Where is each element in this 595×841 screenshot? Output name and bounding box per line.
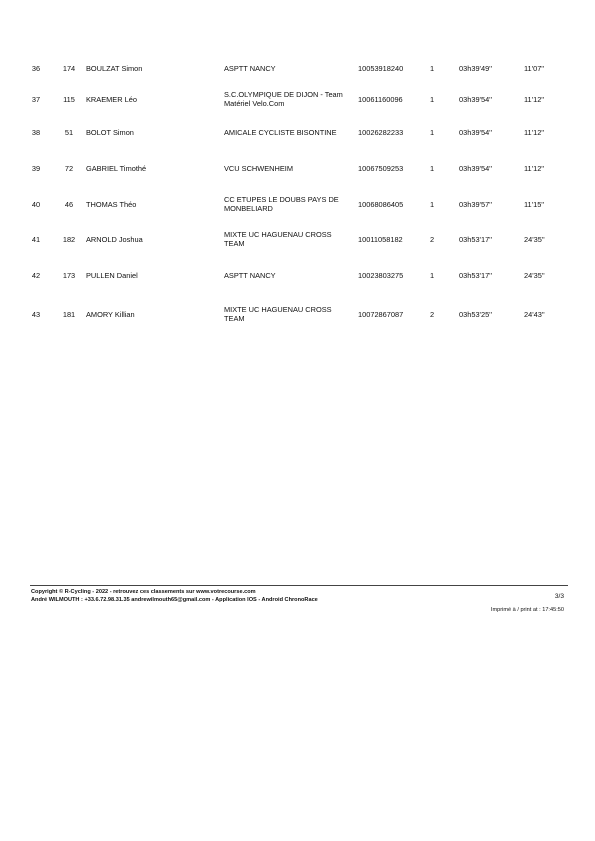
table-row [0,86,595,114]
table-row [0,191,595,219]
bib-cell: 51 [64,127,74,137]
rank-cell: 41 [31,234,41,244]
category-cell: 2 [429,309,435,319]
club-name: VCU SCHWENHEIM [224,163,293,173]
category-cell: 1 [429,127,435,137]
time-cell: 03h39'49'' [459,63,493,73]
license-number: 10072867087 [358,309,404,319]
rider-name: KRAEMER Léo [86,94,137,104]
license-number: 10067509253 [358,163,404,173]
table-row [0,155,595,183]
table-row [0,262,595,290]
time-cell: 03h39'54'' [459,127,493,137]
time-cell: 03h53'25'' [459,309,493,319]
club-name: ASPTT NANCY [224,270,276,280]
category-cell: 1 [429,270,435,280]
gap-cell: 11'07'' [524,63,545,73]
table-row [0,301,595,329]
table-row [0,55,595,83]
license-number: 10011058182 [358,234,403,244]
rank-cell: 40 [31,199,41,209]
footer-copyright: Copyright © R-Cycling - 2022 - retrouvez ces classements sur www.votrecourse.com [31,589,256,595]
time-cell: 03h39'54'' [459,163,493,173]
time-cell: 03h39'57'' [459,199,493,209]
license-number: 10053918240 [358,63,404,73]
bib-cell: 72 [64,163,74,173]
category-cell: 2 [429,234,435,244]
table-row [0,119,595,147]
club-name: MIXTE UC HAGUENAU CROSS TEAM [224,305,332,323]
license-number: 10026282233 [358,127,404,137]
bib-cell: 182 [62,234,76,244]
gap-cell: 24'35'' [524,270,545,280]
category-cell: 1 [429,163,435,173]
gap-cell: 11'15'' [524,199,545,209]
rank-cell: 42 [31,270,41,280]
rider-name: BOLOT Simon [86,127,134,137]
rank-cell: 37 [31,94,41,104]
club-name: MIXTE UC HAGUENAU CROSS TEAM [224,230,332,248]
rider-name: THOMAS Théo [86,199,137,209]
rank-cell: 43 [31,309,41,319]
category-cell: 1 [429,94,435,104]
table-row [0,226,595,254]
gap-cell: 11'12'' [524,94,545,104]
club-name: CC ETUPES LE DOUBS PAYS DE MONBELIARD [224,195,339,213]
club-name: S.C.OLYMPIQUE DE DIJON - Team Matériel Velo.Com [224,90,343,108]
gap-cell: 11'12'' [524,127,545,137]
club-name: AMICALE CYCLISTE BISONTINE [224,127,337,137]
rider-name: ARNOLD Joshua [86,234,143,244]
bib-cell: 115 [63,94,75,104]
rank-cell: 36 [31,63,41,73]
license-number: 10061160096 [358,94,403,104]
footer-contact: André WILMOUTH : +33.6.72.98.31.35 andrewilmouth65@gmail.com - Application IOS - Android ChronoRace [31,597,318,603]
print-time: Imprimé à / print at : 17:45:50 [490,607,564,613]
footer-divider [30,585,568,586]
rank-cell: 39 [31,163,41,173]
bib-cell: 174 [62,63,76,73]
rider-name: GABRIEL Timothé [86,163,147,173]
rider-name: BOULZAT Simon [86,63,143,73]
category-cell: 1 [429,63,435,73]
rider-name: PULLEN Daniel [86,270,138,280]
gap-cell: 11'12'' [524,163,545,173]
page-number: 3/3 [554,593,564,600]
gap-cell: 24'43'' [524,309,545,319]
category-cell: 1 [429,199,435,209]
gap-cell: 24'35'' [524,234,545,244]
license-number: 10068086405 [358,199,404,209]
bib-cell: 173 [62,270,76,280]
rank-cell: 38 [31,127,41,137]
license-number: 10023803275 [358,270,404,280]
time-cell: 03h53'17'' [459,270,493,280]
time-cell: 03h39'54'' [459,94,493,104]
club-name: ASPTT NANCY [224,63,276,73]
time-cell: 03h53'17'' [459,234,493,244]
rider-name: AMORY Killian [86,309,135,319]
bib-cell: 181 [62,309,76,319]
bib-cell: 46 [64,199,74,209]
